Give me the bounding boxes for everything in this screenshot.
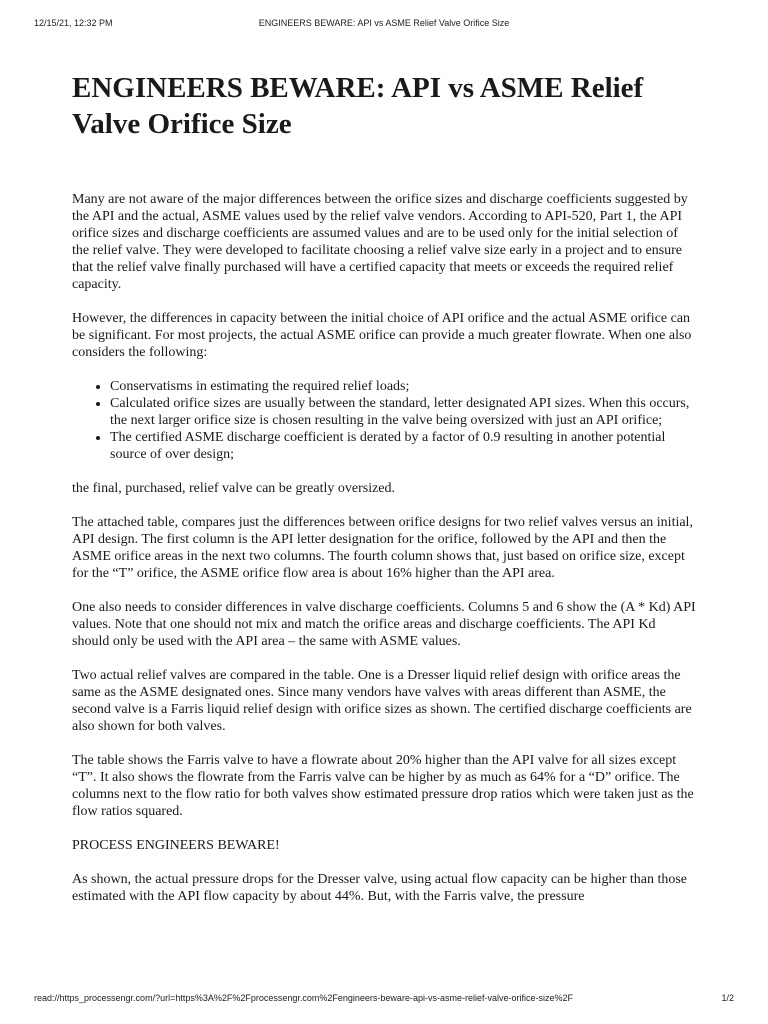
paragraph-flowrate: The table shows the Farris valve to have a flowrate about 20% higher than the API valve for all sizes except “T”. It also shows the flowrate from the Farris valve can be higher by as much as 64% for a “D” orifice. The columns next to the flow ratio for both valves show estimated pressure drop ratios which were taken just as the flow ratios squared. [72,753,694,819]
paragraph-capacity-difference: However, the differences in capacity between the initial choice of API orifice and the actual ASME orifice can be significant. For most projects, the actual ASME orifice can provide a much greater flowrate. When one also considers the following: [72,311,692,360]
print-page-title: ENGINEERS BEWARE: API vs ASME Relief Valve Orifice Size [258,18,510,28]
paragraph-table-description: The attached table, compares just the differences between orifice designs for two relief valves versus an initial, API design. The first column is the API letter designation for the orifice, followed by the API and then the ASME orifice areas in the next two columns. The fourth column shows that, just based on orifice size, except for the “T” orifice, the ASME orifice flow area is about 16% higher than the API area. [72,515,693,581]
print-footer [0,993,768,1007]
paragraph-intro: Many are not aware of the major differences between the orifice sizes and discharge coefficients suggested by the API and the actual, ASME values used by the relief valve vendors. According to API-520, Part 1, the API orifice sizes and discharge coefficients are assumed values and are to be used only for the initial selection of the relief valve. They were developed to facilitate choosing a relief valve size early in a project and to ensure that the relief valve finally purchased will have a certified capacity that meets or exceeds the required relief capacity. [72,192,688,292]
paragraph-discharge-coefficients: One also needs to consider differences in valve discharge coefficients. Columns 5 and 6 show the (A * Kd) API values. Note that one should not mix and match the orifice areas and discharge coefficients. The API Kd should only be used with the API area – the same with ASME values. [72,600,696,649]
paragraph-valve-comparison: Two actual relief valves are compared in the table. One is a Dresser liquid relief design with orifice areas the same as the ASME designated ones. Since many vendors have valves with areas different than ASME, the second valve is a Farris liquid relief design with orifice sizes as shown. The certified discharge coefficients are also shown for both valves. [72,668,692,734]
article-title: ENGINEERS BEWARE: API vs ASME Relief Valve Orifice Size [72,72,644,140]
page-number: 1/2 [721,993,734,1003]
print-date: 12/15/21, 12:32 PM [34,18,113,28]
list-item: • The certified ASME discharge coefficient is derated by a factor of 0.9 resulting in another potential source of over design; [110,429,696,463]
list-item: • Conservatisms in estimating the required relief loads; [110,378,696,395]
paragraph-pressure-drop: As shown, the actual pressure drops for the Dresser valve, using actual flow capacity can be higher than those estimated with the API flow capacity by about 44%. But, with the Farris valve, the pressure [72,872,688,904]
print-url: read://https_processengr.com/?url=https%3A%2F%2Fprocessengr.com%2Fengineers-beware-api-vs-asme-relief-valve-orifice-size%2F [34,993,573,1003]
article-body [72,70,696,922]
list-item: • Calculated orifice sizes are usually between the standard, letter designated API sizes. When this occurs, the next larger orifice size is chosen resulting in the valve being oversized with just an API orifice; [110,395,696,429]
considerations-list [72,378,696,463]
paragraph-oversized: the final, purchased, relief valve can be greatly oversized. [72,481,396,496]
paragraph-beware: PROCESS ENGINEERS BEWARE! [72,838,280,853]
print-header [0,18,768,32]
